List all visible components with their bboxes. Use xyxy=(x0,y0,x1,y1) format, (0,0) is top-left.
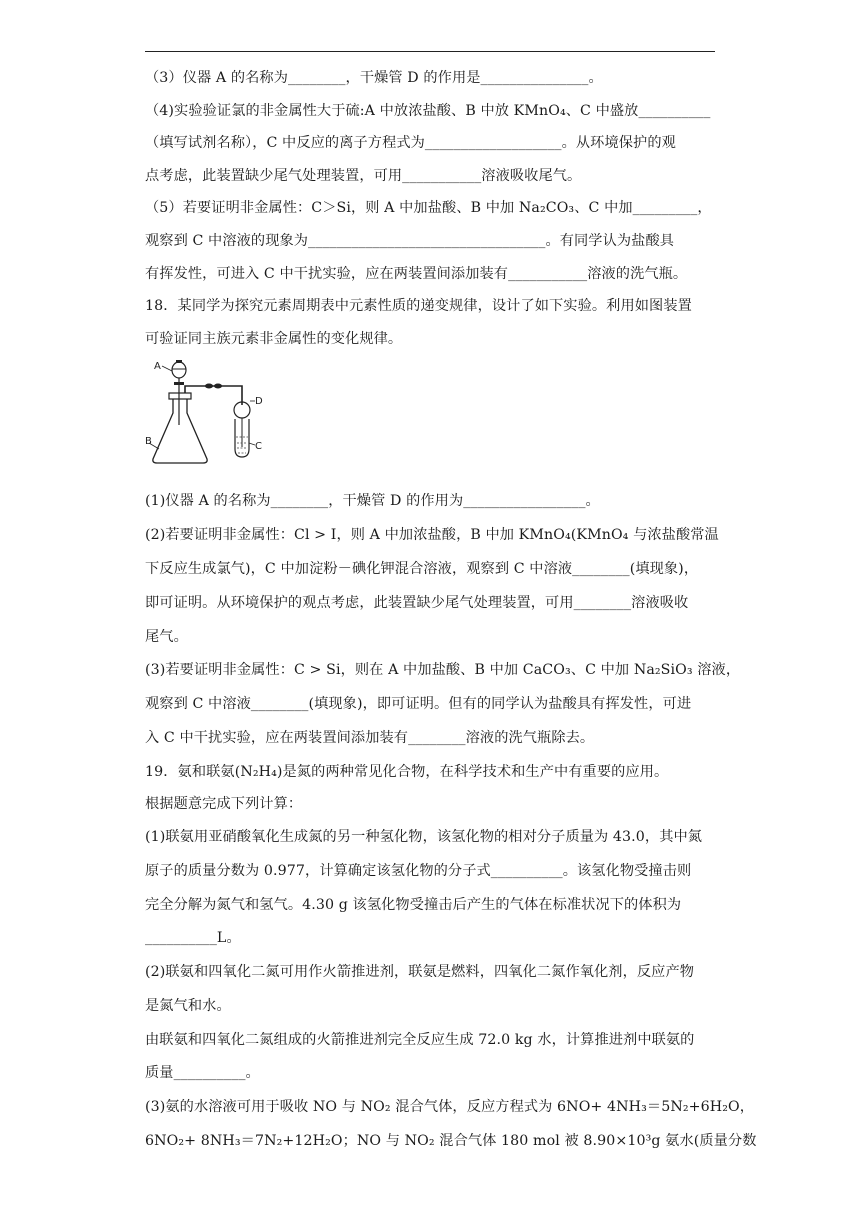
q17-part4-line2: （填写试剂名称），C 中反应的离子方程式为___________________。从环境保护的观 xyxy=(145,135,676,152)
q18-part3-line3: 入 C 中干扰实验，应在两装置间添加装有________溶液的洗气瓶除去。 xyxy=(145,729,595,746)
flask-stopper xyxy=(169,393,191,399)
q19-part2-line1: (2)联氨和四氧化二氮可用作火箭推进剂，联氨是燃料，四氧化二氮作氧化剂，反应产物 xyxy=(145,964,695,981)
q18-stem-line1: 18．某同学为探究元素周期表中元素性质的递变规律，设计了如下实验。利用如图装置 xyxy=(145,298,692,315)
q18-part3-line2: 观察到 C 中溶液________(填现象)，即可证明。但有的同学认为盐酸具有挥发性，可进 xyxy=(145,696,692,713)
tube-joint-1 xyxy=(205,384,213,389)
q19-part1-line2: 原子的质量分数为 0.977，计算确定该氢化物的分子式__________。该氢化物受撞击则 xyxy=(145,862,692,879)
label-a: A xyxy=(154,361,161,373)
q17-part5-line1: （5）若要证明非金属性：C＞Si，则 A 中加盐酸、B 中加 Na₂CO₃、C 中加_________， xyxy=(145,200,712,217)
q17-part3: （3）仪器 A 的名称为________，干燥管 D 的作用是_______________。 xyxy=(145,70,603,86)
apparatus-figure xyxy=(145,355,717,485)
conical-flask xyxy=(153,399,207,463)
q18-stem-line2: 可验证同主族元素非金属性的变化规律。 xyxy=(145,330,403,347)
q19-part2-line2: 是氮气和水。 xyxy=(145,997,231,1014)
document-body xyxy=(145,62,757,1159)
q18-part2-line3: 即可证明。从环境保护的观点考虑，此装置缺少尾气处理装置，可用________溶液吸收 xyxy=(145,594,689,611)
q19-part3-line1: (3)氨的水溶液可用于吸收 NO 与 NO₂ 混合气体，反应方程式为 6NO+ 4NH₃＝5N₂+6H₂O， xyxy=(145,1099,755,1116)
q18-part2-line4: 尾气。 xyxy=(145,628,188,645)
q19-part1-line1: (1)联氨用亚硝酸氧化生成氮的另一种氢化物，该氢化物的相对分子质量为 43.0，其中氮 xyxy=(145,828,703,845)
q17-part4-line1: （4)实验验证氯的非金属性大于硫:A 中放浓盐酸、B 中放 KMnO₄、C 中盛放__________ xyxy=(145,102,711,119)
label-b: B xyxy=(145,436,152,448)
q17-part4-line3: 点考虑，此装置缺少尾气处理装置，可用___________溶液吸收尾气。 xyxy=(145,167,582,184)
q19-part2-line3: 由联氨和四氧化二氮组成的火箭推进剂完全反应生成 72.0 kg 水，计算推进剂中联氨的 xyxy=(145,1031,695,1048)
label-c: C xyxy=(255,441,262,453)
funnel-stopper xyxy=(176,360,182,363)
label-d: D xyxy=(255,396,263,408)
q19-stem-line2: 根据题意完成下列计算： xyxy=(145,796,303,813)
q19-part3-line2: 6NO₂+ 8NH₃＝7N₂+12H₂O；NO 与 NO₂ 混合气体 180 mol 被 8.90×10³g 氨水(质量分数 xyxy=(145,1133,757,1150)
label-a-leader xyxy=(162,366,172,371)
q19-stem-line1: 19．氨和联氨(N₂H₄)是氮的两种常见化合物，在科学技术和生产中有重要的应用。 xyxy=(145,763,669,780)
q19-part1-line3: 完全分解为氮气和氢气。4.30 g 该氢化物受撞击后产生的气体在标准状况下的体积为 xyxy=(145,896,682,913)
q18-part2-line2: 下反应生成氯气)，C 中加淀粉－碘化钾混合溶液，观察到 C 中溶液________(填现象)， xyxy=(145,560,699,577)
q17-part5-line2: 观察到 C 中溶液的现象为_________________________________。有同学认为盐酸具 xyxy=(145,232,675,249)
q17-part5-line3: 有挥发性，可进入 C 中干扰实验，应在两装置间添加装有___________溶液的洗气瓶。 xyxy=(145,265,688,282)
apparatus-diagram xyxy=(145,359,285,484)
tube-joint-2 xyxy=(214,384,222,389)
q18-part2-line1: (2)若要证明非金属性：Cl > I，则 A 中加浓盐酸，B 中加 KMnO₄(KMnO₄ 与浓盐酸常温 xyxy=(145,527,719,544)
header-rule xyxy=(145,51,715,52)
delivery-tube xyxy=(185,386,242,405)
funnel-stopcock xyxy=(174,382,184,385)
q18-part3-line1: (3)若要证明非金属性：C > Si，则在 A 中加盐酸、B 中加 CaCO₃、C 中加 Na₂SiO₃ 溶液， xyxy=(145,662,741,679)
q19-part1-line4: __________L。 xyxy=(145,930,241,947)
q18-part1: (1)仪器 A 的名称为________，干燥管 D 的作用为_________________。 xyxy=(145,493,600,510)
q19-part2-line4: 质量__________。 xyxy=(145,1065,260,1082)
funnel-bulb xyxy=(172,362,186,378)
